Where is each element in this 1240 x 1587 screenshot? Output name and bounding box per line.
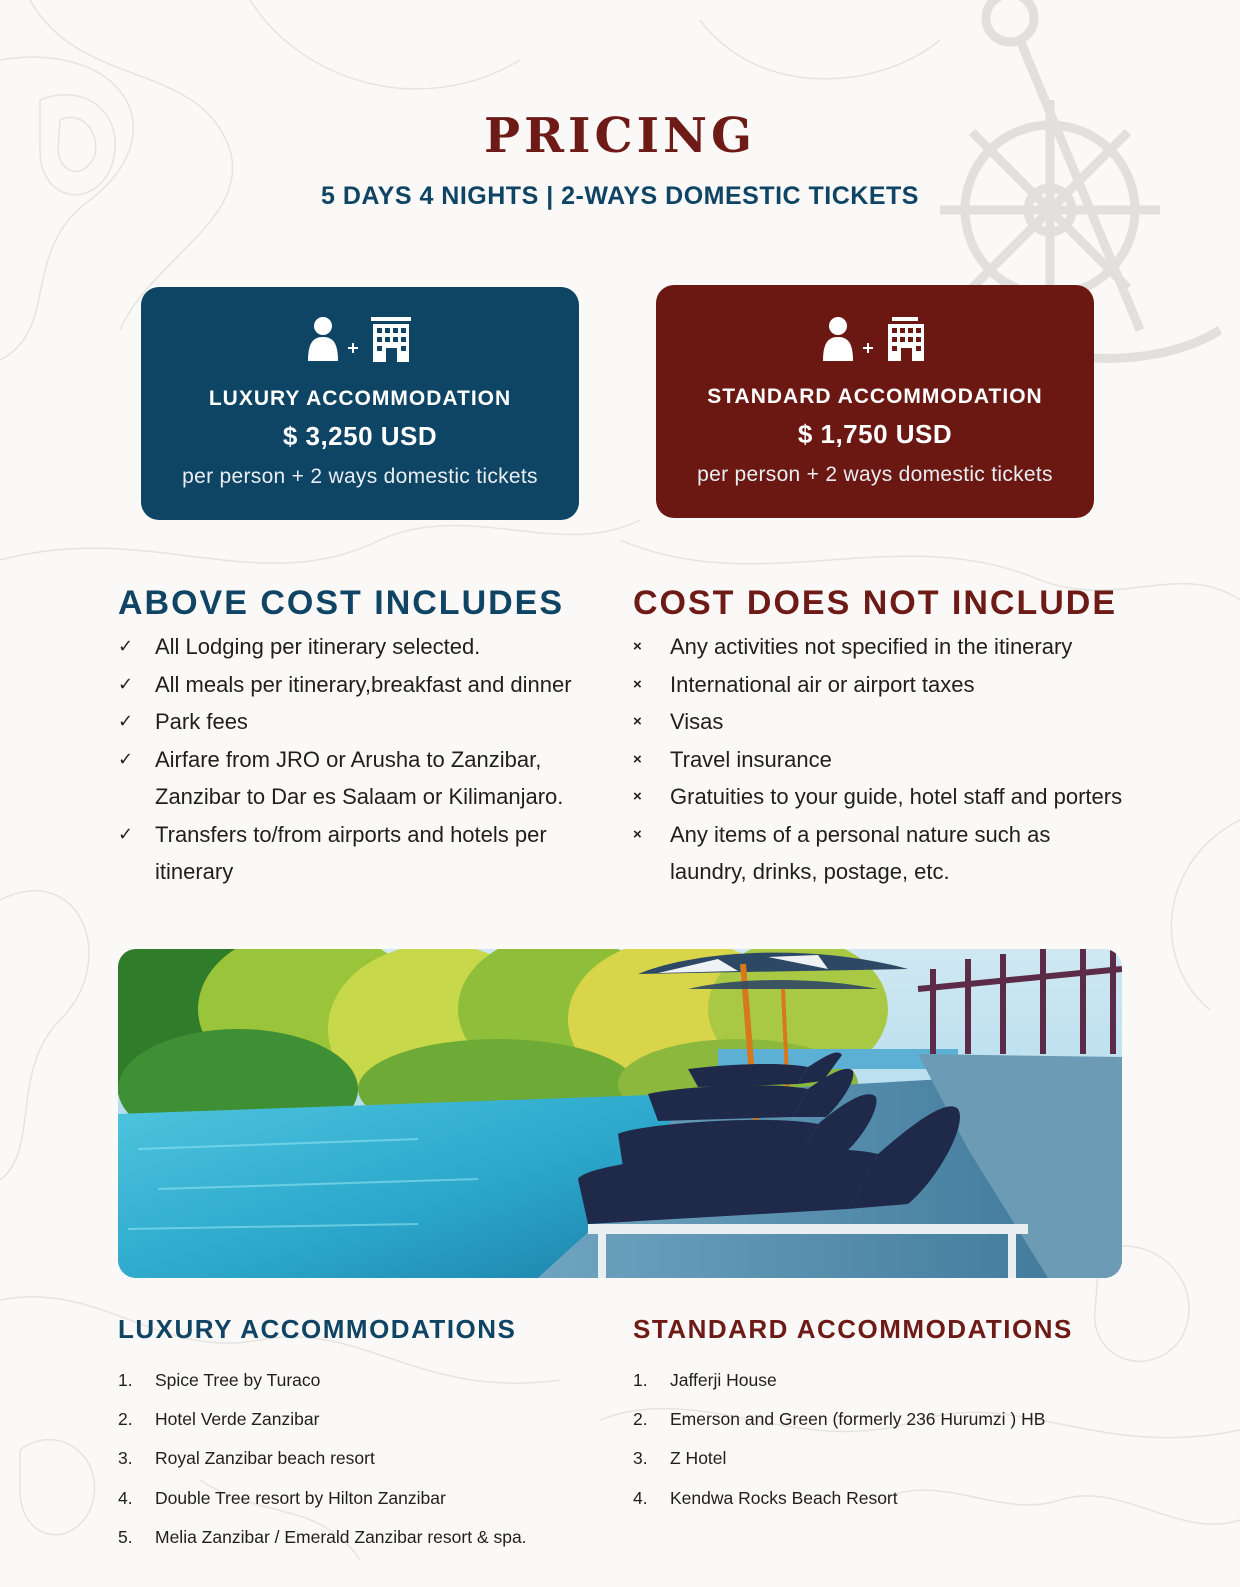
- list-item: 4. Kendwa Rocks Beach Resort: [633, 1487, 898, 1508]
- plus-icon: [863, 343, 873, 353]
- list-item: × Any items of a personal nature such as laundry, drinks, postage, etc.: [633, 816, 1133, 891]
- list-item: 4. Double Tree resort by Hilton Zanzibar: [118, 1487, 446, 1508]
- cross-icon: ×: [633, 825, 642, 843]
- list-item: 1. Jafferji House: [633, 1370, 777, 1390]
- list-item: 3. Z Hotel: [633, 1448, 727, 1469]
- luxury-price-card: [141, 287, 579, 520]
- person-icon: [308, 317, 338, 361]
- cross-icon: ×: [633, 788, 642, 805]
- standard-card-title: STANDARD ACCOMMODATION: [707, 385, 1043, 408]
- check-icon: ✓: [118, 636, 134, 656]
- list-item: 2. Emerson and Green (formerly 236 Hurumzi ) HB: [633, 1409, 1046, 1430]
- list-item: 3. Royal Zanzibar beach resort: [118, 1448, 375, 1469]
- includes-list: [118, 628, 598, 891]
- cross-icon: ×: [633, 713, 642, 730]
- list-item: 1. Spice Tree by Turaco: [118, 1370, 321, 1390]
- list-item: × Travel insurance: [633, 741, 1133, 779]
- excludes-list: [633, 628, 1133, 891]
- person-plus-hotel-icons: [656, 313, 1094, 367]
- list-item: ✓ Airfare from JRO or Arusha to Zanzibar, Zanzibar to Dar es Salaam or Kilimanjaro.: [118, 741, 598, 816]
- list-item: × International air or airport taxes: [633, 666, 1133, 704]
- list-item: ✓ All meals per itinerary,breakfast and dinner: [118, 666, 598, 704]
- list-item: 2. Hotel Verde Zanzibar: [118, 1409, 320, 1430]
- standard-price-card: [656, 285, 1094, 518]
- list-item: × Visas: [633, 703, 1133, 741]
- check-icon: ✓: [118, 711, 134, 731]
- includes-heading: ABOVE COST INCLUDES: [118, 584, 565, 622]
- cross-icon: ×: [633, 750, 642, 768]
- check-icon: ✓: [118, 748, 134, 769]
- hotel-icon: [371, 317, 411, 362]
- list-item: 5. Melia Zanzibar / Emerald Zanzibar resort & spa.: [118, 1526, 527, 1547]
- standard-card-price: $ 1,750 USD: [797, 419, 953, 449]
- plus-icon: [348, 343, 358, 353]
- luxury-card-title: LUXURY ACCOMMODATION: [208, 387, 512, 410]
- luxury-accommodations-list: [118, 1361, 618, 1557]
- person-icon: [823, 317, 853, 361]
- check-icon: ✓: [118, 673, 134, 694]
- luxury-card-note: per person + 2 ways domestic tickets: [182, 465, 538, 488]
- cross-icon: ×: [633, 675, 642, 693]
- standard-accommodations-heading: STANDARD ACCOMMODATIONS: [633, 1314, 1073, 1344]
- luxury-accommodations-heading: LUXURY ACCOMMODATIONS: [118, 1314, 517, 1344]
- cross-icon: ×: [633, 638, 642, 655]
- luxury-card-price: $ 3,250 USD: [282, 421, 438, 451]
- standard-card-note: per person + 2 ways domestic tickets: [697, 463, 1053, 486]
- list-item: ✓ All Lodging per itinerary selected.: [118, 628, 598, 666]
- person-plus-hotel-icons: [141, 315, 579, 369]
- pool-photo: [118, 949, 1122, 1278]
- excludes-heading: COST DOES NOT INCLUDE: [633, 584, 1118, 622]
- list-item: ✓ Transfers to/from airports and hotels per itinerary: [118, 816, 598, 891]
- page-subtitle: 5 DAYS 4 NIGHTS | 2-WAYS DOMESTIC TICKETS: [321, 182, 919, 210]
- standard-accommodations-list: [633, 1361, 1153, 1518]
- page-title: PRICING: [484, 108, 756, 164]
- list-item: × Any activities not specified in the itinerary: [633, 628, 1133, 666]
- check-icon: ✓: [118, 823, 134, 844]
- list-item: × Gratuities to your guide, hotel staff and porters: [633, 778, 1133, 816]
- hotel-icon: [888, 317, 924, 361]
- list-item: ✓ Park fees: [118, 703, 598, 741]
